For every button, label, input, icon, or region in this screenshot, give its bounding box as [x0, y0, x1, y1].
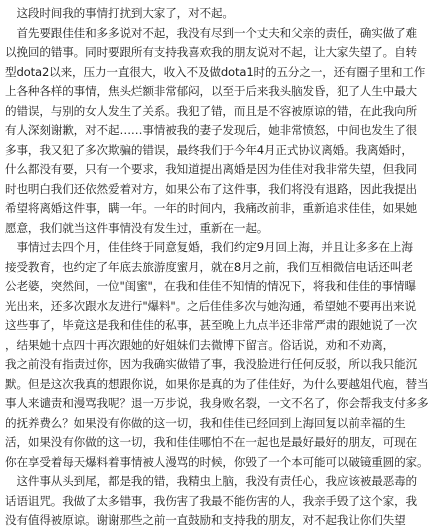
text-line: ，结果她十点四十再次跟她的好姐妹们去微博下留言。俗话说，劝和不劝离，: [5, 337, 395, 352]
text-line: 我之前没有指责过你，因为我确实做错了事，我没脸进行任何反驳，所以我只能沉: [5, 357, 417, 371]
text-line: 这些事了，毕竟这是我和佳佳的私事，甚至晚上九点半还非常严肃的跟她说了一次: [5, 318, 417, 332]
text-line: 接受教育，也约定了年底去旅游度蜜月，就在8月之前，我们互相微信电话还叫老: [5, 259, 413, 274]
text-line: 这段时间我的事情打扰到大家了，对不起。: [5, 6, 234, 20]
text-line: 型dota2以来，压力一直很大，收入不及做dota1时的五分之一，还有圈子里和工作: [5, 64, 426, 79]
text-line: 光出来，还多次跟水友进行"爆料"。之后佳佳多次与她沟通，希望她不要再出来说: [5, 298, 416, 313]
text-line: 你在享受着每天爆料着事情被人漫骂的时候，你毁了一个本可能可以破镜重圆的家。: [5, 454, 428, 469]
text-line: 时也明白我们还依然爱着对方，如果公布了这件事，我们将没有退路，因此我提出: [5, 181, 417, 196]
text-line: 上各种各样的事情，焦头烂额非常郁闷，以至于后来我头脑发昏，犯了人生中最大: [5, 84, 417, 98]
text-line: 以挽回的错事。同时要跟所有支持我喜欢我的朋友说对不起，让大家失望了。自转: [5, 45, 417, 59]
text-line: 默。但是这次我真的想跟你说，如果你是真的为了佳佳好，为什么要越俎代庖，替当: [5, 376, 428, 391]
text-line: 活，如果没有你做的这一切，我和佳佳哪怕不在一起也是最好最好的朋友，可现在: [5, 435, 417, 449]
text-line: 的错误，与别的女人发生了关系。我犯了错，而且是不容被原谅的错，在此我向所: [5, 103, 417, 118]
text-line: 愿意，我们就当这件事情没有发生过，重新在一起。: [5, 220, 269, 235]
text-line: 的抚养费么？如果没有你做的这一切，我和佳佳已经回到上海回复以前幸福的生: [5, 415, 406, 430]
text-line: 有人深刻谢歉，对不起……事情被我的妻子发现后，她非常愤怒，中间也发生了很: [5, 123, 417, 137]
text-line: 话语诅咒。我做了太多错事，我伤害了我最不能伤害的人，我亲手毁了这个家，我: [5, 493, 417, 508]
text-line: 公老婆，突然间，一位"闺蜜"，在我和佳佳不知情的情况下，将我和佳佳的事情曝: [5, 279, 416, 293]
text-line: 事情过去四个月，佳佳终于同意复婚，我们约定9月回上海，并且让多多在上海: [5, 240, 413, 254]
document-body: [5, 4, 428, 531]
text-line: 没有值得被原谅。谢谢那些之前一直鼓励和支持我的朋友，对不起我让你们失望: [5, 513, 406, 527]
text-line: 多事，我又犯了多次欺骗的错误，最终我们于今年4月正式协议离婚。我离婚时，: [5, 142, 413, 157]
text-line: 希望将离婚这件事，瞒一年。一年的时间内，我痛改前非，重新追求佳佳，如果她: [5, 201, 417, 215]
text-line: 什么都没有要，只有一个要求，我知道提出离婚是因为佳佳对我非常失望，但我同: [5, 162, 417, 176]
text-line: 这件事从头到尾，都是我的错，我精虫上脑，我没有责任心，我应该被最恶毒的: [5, 474, 417, 488]
text-line: 事人来谴责和漫骂我呢？退一万步说，我身败名裂，一文不名了，你会帮我支付多多: [5, 396, 428, 410]
text-line: 首先要跟佳佳和多多说对不起，我没有尽到一个丈夫和父亲的责任，确实做了难: [5, 25, 417, 40]
